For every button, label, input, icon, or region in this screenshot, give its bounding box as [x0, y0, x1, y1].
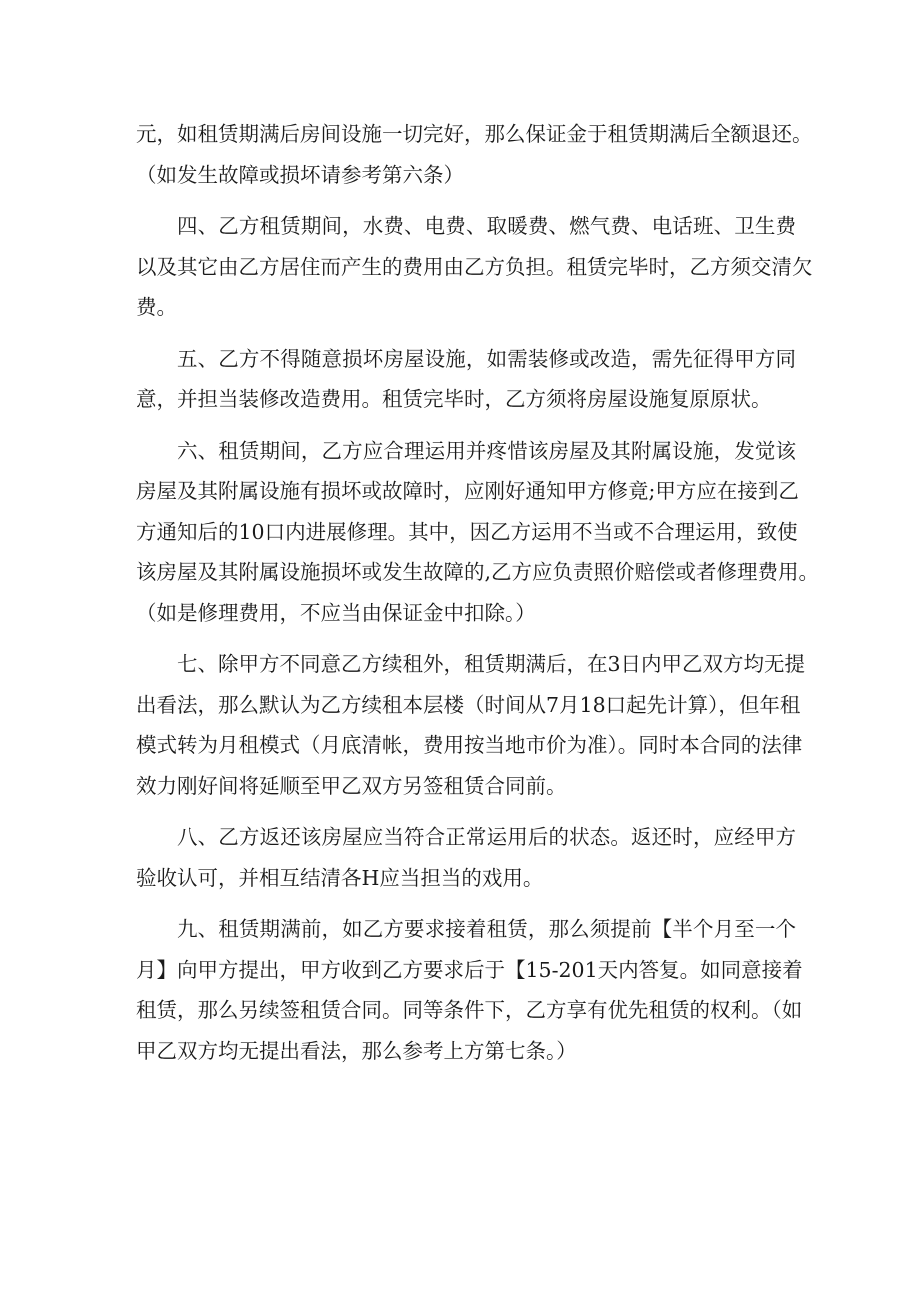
text-line: 该房屋及其附属设施损坏或发生故障的,乙方应负责照价赔偿或者修理费用。 [136, 560, 820, 584]
text-line: 甲乙双方均无提出看法，那么参考上方第七条。） [136, 1038, 577, 1063]
text-line: 六、租赁期间，乙方应合理运用并疼惜该房屋及其附属设施，发觉该 [177, 438, 796, 463]
text-line: 出看法，那么默认为乙方续租本层楼（时间从7月18口起先计算），但年租 [136, 692, 801, 717]
text-line: 七、除甲方不同意乙方续租外，租赁期满后，在3日内甲乙双方均无提 [177, 652, 806, 676]
text-line: 以及其它由乙方居住而产生的费用由乙方负担。租赁完毕时，乙方须交清欠 [136, 254, 813, 279]
text-line: 月】向甲方提出，甲方收到乙方要求后于【15-201天内答复。如同意接着 [136, 957, 803, 982]
text-line: （如是修理费用，不应当由保证金中扣除。） [136, 600, 536, 625]
paragraph-clause-8 [136, 817, 796, 898]
text-line: 效力刚好间将延顺至甲乙双方另签租赁合同前。 [136, 773, 567, 798]
paragraph-clause-7 [136, 644, 806, 806]
text-line: 九、租赁期满前，如乙方要求接着租赁，那么须提前【半个月至一个 [177, 917, 796, 941]
text-line: 费。 [136, 295, 177, 319]
text-line: 方通知后的10口内进展修理。其中，因乙方运用不当或不合理运用，致使 [136, 519, 798, 544]
text-line: 意，并担当装修改造费用。租赁完毕时，乙方须将房屋设施复原原状。 [136, 387, 772, 411]
text-line: （如发生故障或损坏请参考第六条） [136, 162, 464, 187]
text-line: 八、乙方返还该房屋应当符合正常运用后的状态。返还时，应经甲方 [177, 825, 796, 849]
paragraph-deposit-tail [136, 114, 813, 195]
text-line: 五、乙方不得随意损坏房屋设施，如需装修或改造，需先征得甲方同 [177, 346, 796, 371]
paragraph-clause-4 [136, 206, 813, 328]
text-line: 元，如租赁期满后房间设施一切完好，那么保证金于租赁期满后全额退还。 [136, 122, 813, 146]
paragraph-clause-6 [136, 431, 820, 634]
paragraph-clause-9 [136, 909, 803, 1071]
text-line: 模式转为月租模式（月底清帐，费用按当地市价为准）。同时本合同的法律 [136, 733, 803, 757]
text-line: 验收认可，并相互结清各H应当担当的戏用。 [136, 865, 544, 890]
paragraph-clause-5 [136, 339, 796, 420]
text-line: 四、乙方租赁期间，水费、电费、取暖费、燃气费、电话班、卫生费 [177, 214, 796, 238]
text-line: 租赁，那么另续签租赁合同。同等条件下，乙方享有优先租赁的权利。（如 [136, 998, 803, 1022]
document-body [136, 114, 820, 1082]
text-line: 房屋及其附属设施有损坏或故障时，应刚好通知甲方修竟;甲方应在接到乙 [136, 479, 799, 503]
